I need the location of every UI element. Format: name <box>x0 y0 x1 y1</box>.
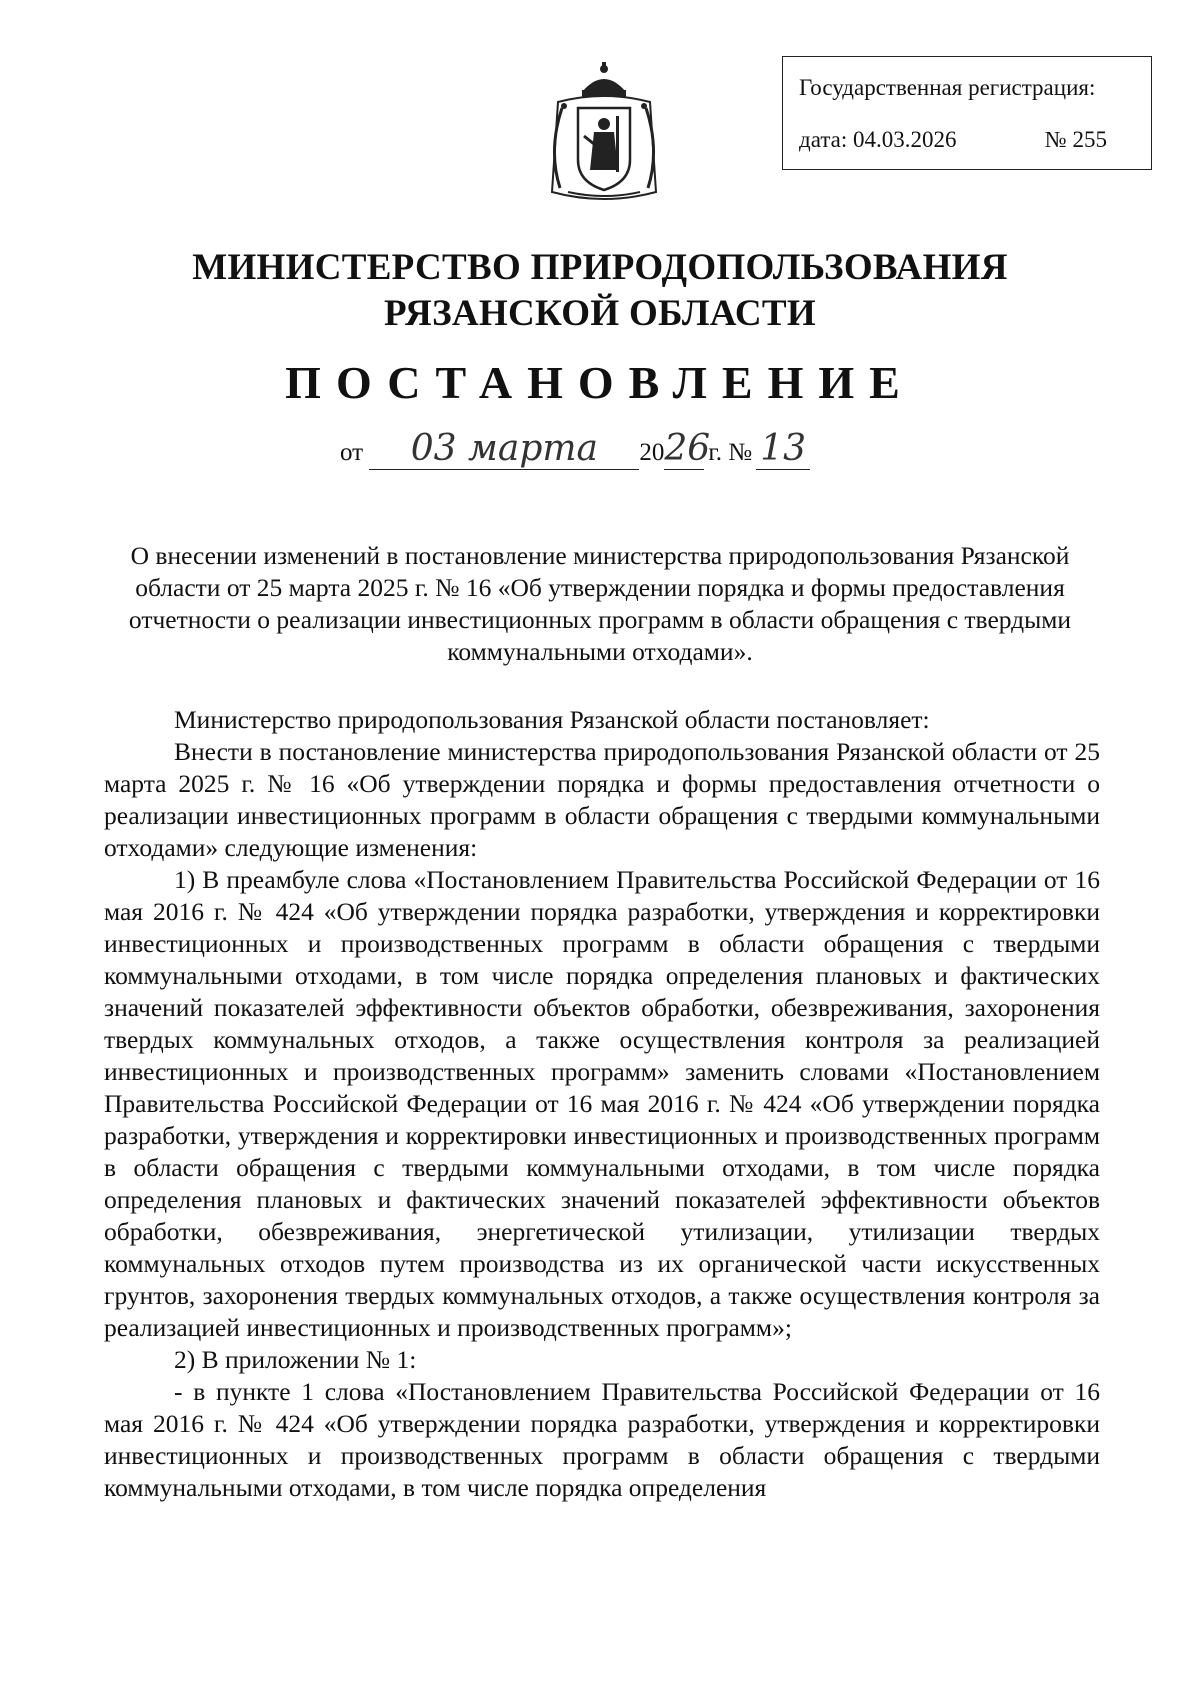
year-prefix: 20 <box>639 439 665 466</box>
registration-number: № 255 <box>1044 127 1107 152</box>
handwritten-year: 26 <box>664 428 711 469</box>
ministry-name-line1: МИНИСТЕРСТВО ПРИРОДОПОЛЬЗОВАНИЯ <box>192 247 1008 288</box>
date-prefix: от <box>340 439 364 466</box>
registration-date: дата: 04.03.2026 <box>799 127 957 152</box>
ministry-name-line2: РЯЗАНСКОЙ ОБЛАСТИ <box>384 293 816 334</box>
body-paragraph: - в пункте 1 слова «Постановлением Правительства Российской Федерации от 16 мая 2016 г. № 424 «Об утверждении порядка разработки, утверждения и корректировки инвестиционных и производственных программ в области обращения с твердыми коммунальными отходами, в том числе порядка определения <box>104 1377 1100 1502</box>
ryazan-coat-of-arms-icon <box>538 60 670 206</box>
year-unit-number-label: г. № <box>708 439 753 466</box>
document-type-title: ПОСТАНОВЛЕНИЕ <box>285 357 915 408</box>
decree-dateline <box>340 428 810 470</box>
number-field <box>756 428 810 470</box>
body-paragraph: 2) В приложении № 1: <box>174 1345 417 1374</box>
date-day-month-field <box>369 428 639 470</box>
decree-subject: О внесении изменений в постановление министерства природопользования Рязанской области от 25 марта 2025 г. № 16 «Об утверждении порядка и формы предоставления отчетности о реализации инвестиционных программ в области обращения с твердыми коммунальными отходами». <box>128 541 1072 666</box>
registration-title: Государственная регистрация: <box>799 75 1096 100</box>
registration-box <box>782 56 1152 170</box>
body-paragraph: Министерство природопользования Рязанской области постановляет: <box>174 705 930 734</box>
year-field <box>664 428 711 470</box>
handwritten-day-month: 03 марта <box>410 428 598 469</box>
body-paragraph: Внести в постановление министерства природопользования Рязанской области от 25 марта 2025 г. № 16 «Об утверждении порядка и формы предоставления отчетности о реализации инвестиционных программ в области обращения с твердыми коммунальными отходами» следующие изменения: <box>104 737 1100 862</box>
decree-body <box>104 704 1100 1504</box>
handwritten-number: 13 <box>760 428 807 469</box>
body-paragraph: 1) В преамбуле слова «Постановлением Правительства Российской Федерации от 16 мая 2016 г. № 424 «Об утверждении порядка разработки, утверждения и корректировки инвестиционных и производственных программ в области обращения с твердыми коммунальными отходами, в том числе порядка определения плановых и фактических значений показателей эффективности объектов обработки, обезвреживания, захоронения твердых коммунальных отходов, а также осуществления контроля за реализацией инвестиционных и производственных программ» заменить словами «Постановлением Правительства Российской Федерации от 16 мая 2016 г. № 424 «Об утверждении порядка разработки, утверждения и корректировки инвестиционных и производственных программ в области обращения с твердыми коммунальными отходами, в том числе порядка определения плановых и фактических значений показателей эффективности объектов обработки, обезвреживания, энергетической утилизации, утилизации твердых коммунальных отходов путем производства из их органической части искусственных грунтов, захоронения твердых коммунальных отходов, а также осуществления контроля за реализацией инвестиционных и производственных программ»; <box>104 865 1100 1342</box>
